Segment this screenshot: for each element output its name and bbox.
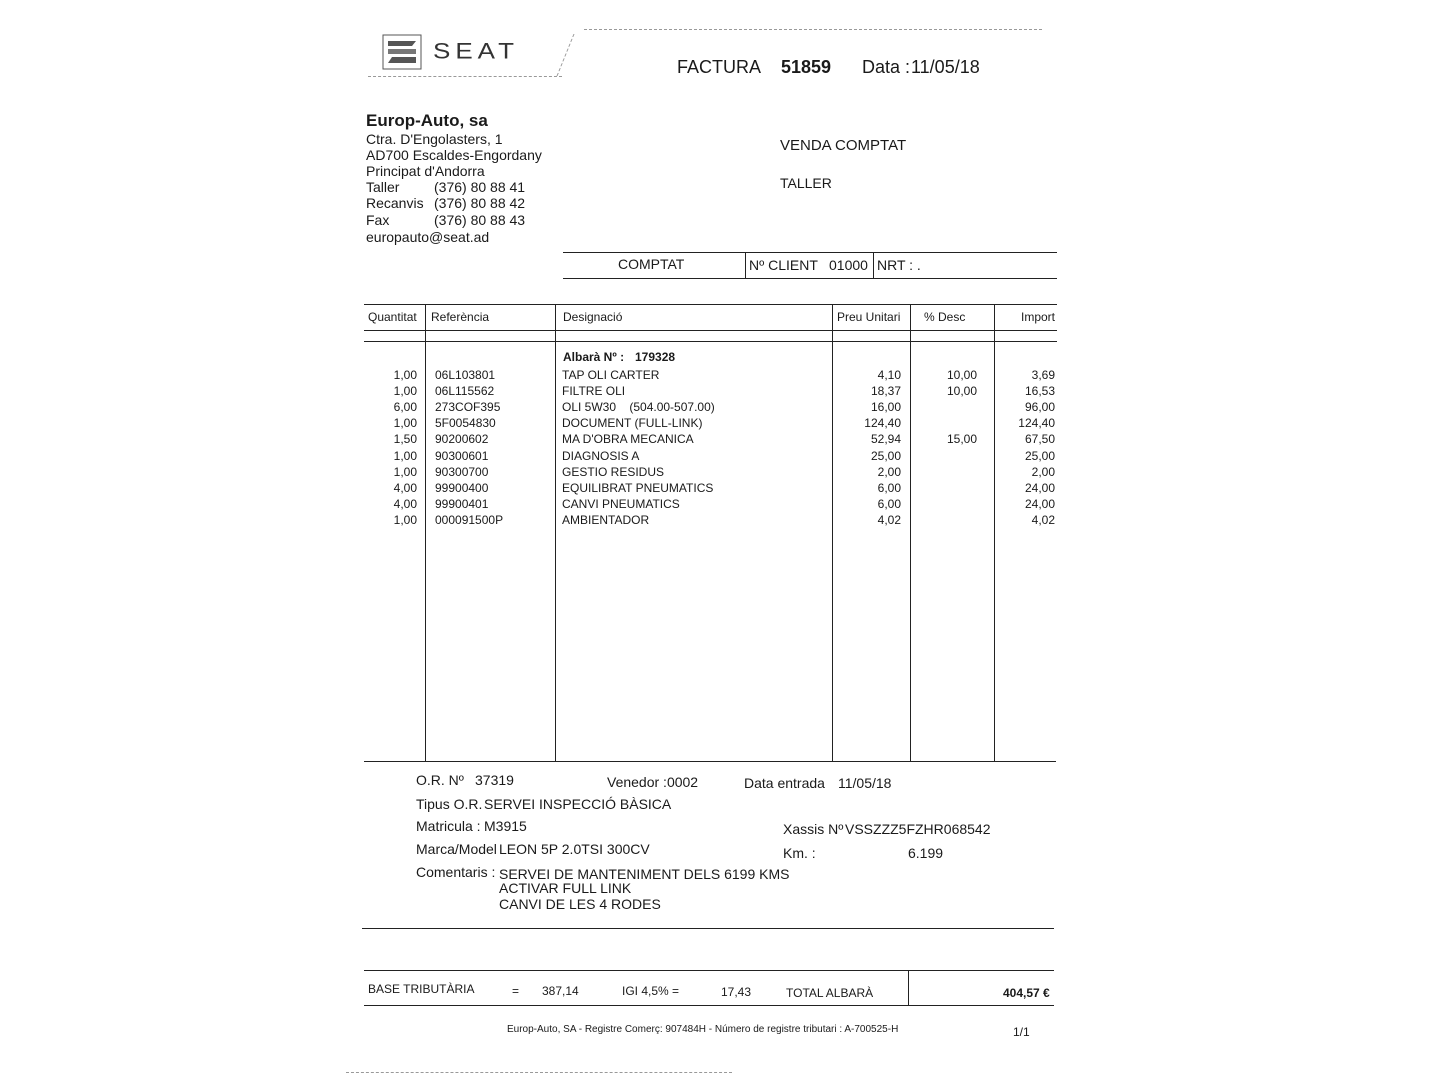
payment-method: COMPTAT [618,256,685,272]
cell-desc: CANVI PNEUMATICS [562,497,680,511]
nrt-label: NRT : . [877,257,921,273]
albara-number: 179328 [635,350,676,364]
entry-date: 11/05/18 [838,775,892,791]
plate: M3915 [484,818,527,834]
albara-label: Albarà Nº : [563,350,625,364]
cell-qty: 4,00 [393,481,417,495]
igi-amount: 17,43 [721,985,752,999]
cell-amount: 2,00 [1031,465,1055,479]
cell-ref: 99900400 [435,481,489,495]
cell-amount: 25,00 [1024,449,1055,463]
cell-discount: 10,00 [946,368,977,382]
cell-unit-price: 124,40 [864,416,901,430]
brand-logo-text: SEAT [433,38,519,64]
company-email: europauto@seat.ad [366,229,490,245]
invoice-date: 11/05/18 [911,57,980,77]
company-address-3: Principat d'Andorra [366,163,485,179]
sale-department: TALLER [780,175,832,191]
cell-desc: DIAGNOSIS A [562,449,640,463]
cell-qty: 1,00 [393,449,417,463]
table-row [365,432,1057,448]
cell-qty: 1,50 [393,432,417,446]
cell-unit-price: 18,37 [870,384,901,398]
client-number: 01000 [829,257,868,273]
col-header-desc: Designació [563,310,623,324]
comments-label: Comentaris : [416,864,496,880]
comment-line-3: CANVI DE LES 4 RODES [499,896,661,912]
col-header-ref: Referència [431,310,490,324]
cell-discount: 15,00 [946,432,977,446]
seller: Venedor :0002 [607,774,699,790]
or-type-value: SERVEI INSPECCIÓ BÀSICA [484,796,672,812]
km: 6.199 [908,845,944,861]
cell-ref: 273COF395 [435,400,501,414]
cell-desc: FILTRE OLI [562,384,626,398]
base-amount: 387,14 [542,984,579,998]
cell-qty: 1,00 [393,368,417,382]
cell-amount: 3,69 [1031,368,1055,382]
cell-unit-price: 4,10 [877,368,901,382]
table-row [365,513,1057,529]
cell-qty: 1,00 [393,384,417,398]
cell-ref: 000091500P [435,513,504,527]
phone-value-taller: (376) 80 88 41 [434,179,526,195]
invoice-number: 51859 [781,57,832,77]
cell-unit-price: 16,00 [870,400,901,414]
col-header-amount: Import [1021,310,1056,324]
col-header-discount: % Desc [924,310,966,324]
company-address-2: AD700 Escaldes-Engordany [366,147,542,163]
cell-unit-price: 25,00 [870,449,901,463]
table-row [365,384,1057,400]
invoice-label: FACTURA [677,57,762,77]
seat-s-logo-icon [382,34,422,70]
footer-note: Europ-Auto, SA - Registre Comerç: 907484H - Número de registre tributari : A-700525-H [507,1024,899,1035]
or-label: O.R. Nº [416,772,464,788]
cell-amount: 24,00 [1024,481,1055,495]
table-row [365,368,1057,384]
entry-date-label: Data entrada [744,775,825,791]
plate-label: Matricula : [416,818,481,834]
base-equals: = [512,984,520,998]
cell-desc: MA D'OBRA MECANICA [562,432,694,446]
table-row [365,481,1057,497]
cell-unit-price: 2,00 [877,465,901,479]
cell-amount: 67,50 [1024,432,1055,446]
cell-qty: 6,00 [393,400,417,414]
sale-type: VENDA COMPTAT [780,137,907,154]
col-header-unit-price: Preu Unitari [837,310,901,324]
phone-label-taller: Taller [366,179,400,195]
col-header-qty: Quantitat [368,310,417,324]
or-type-label: Tipus O.R. [416,796,483,812]
phone-label-fax: Fax [366,212,390,228]
cell-unit-price: 4,02 [877,513,901,527]
cell-discount: 10,00 [946,384,977,398]
client-label: Nº CLIENT [749,257,818,273]
cell-unit-price: 6,00 [877,481,901,495]
cell-ref: 90300700 [435,465,489,479]
company-name: Europ-Auto, sa [366,111,488,130]
chassis: VSSZZZ5FZHR068542 [845,821,991,837]
cell-desc: GESTIO RESIDUS [562,465,665,479]
total-amount: 404,57 € [1003,986,1050,1000]
cell-ref: 06L115562 [435,384,495,398]
cell-unit-price: 6,00 [877,497,901,511]
table-row [365,449,1057,465]
model: LEON 5P 2.0TSI 300CV [499,841,650,857]
invoice-date-label: Data : [862,57,911,77]
cell-qty: 1,00 [393,513,417,527]
cell-amount: 4,02 [1031,513,1055,527]
base-label: BASE TRIBUTÀRIA [368,982,475,996]
cell-ref: 90300601 [435,449,489,463]
cell-desc: AMBIENTADOR [562,513,650,527]
phone-value-fax: (376) 80 88 43 [434,212,526,228]
cell-amount: 96,00 [1024,400,1055,414]
page-number: 1/1 [1013,1025,1030,1039]
table-row [365,416,1057,432]
or-number: 37319 [475,772,514,788]
company-address-1: Ctra. D'Engolasters, 1 [366,131,503,147]
cell-desc: DOCUMENT (FULL-LINK) [562,416,703,430]
comment-line-2: ACTIVAR FULL LINK [499,880,632,896]
table-row [365,400,1057,416]
total-label: TOTAL ALBARÀ [786,986,874,1000]
cell-unit-price: 52,94 [870,432,901,446]
cell-desc: EQUILIBRAT PNEUMATICS [562,481,714,495]
phone-label-recanvis: Recanvis [366,195,424,211]
cell-amount: 24,00 [1024,497,1055,511]
chassis-label: Xassis Nº [783,821,844,837]
km-label: Km. : [783,845,816,861]
cell-amount: 16,53 [1024,384,1055,398]
cell-ref: 5F0054830 [435,416,496,430]
model-label: Marca/Model [416,841,497,857]
cell-qty: 1,00 [393,416,417,430]
cell-desc: TAP OLI CARTER [562,368,660,382]
table-row [365,497,1057,513]
cell-ref: 06L103801 [435,368,496,382]
cell-amount: 124,40 [1018,416,1055,430]
comment-line-1: SERVEI DE MANTENIMENT DELS 6199 KMS [499,866,790,882]
cell-ref: 90200602 [435,432,489,446]
cell-qty: 4,00 [393,497,417,511]
phone-value-recanvis: (376) 80 88 42 [434,195,526,211]
cell-qty: 1,00 [393,465,417,479]
cell-ref: 99900401 [435,497,489,511]
igi-label: IGI 4,5% = [622,984,680,998]
table-row [365,465,1057,481]
cell-desc: OLI 5W30 (504.00-507.00) [562,400,715,414]
